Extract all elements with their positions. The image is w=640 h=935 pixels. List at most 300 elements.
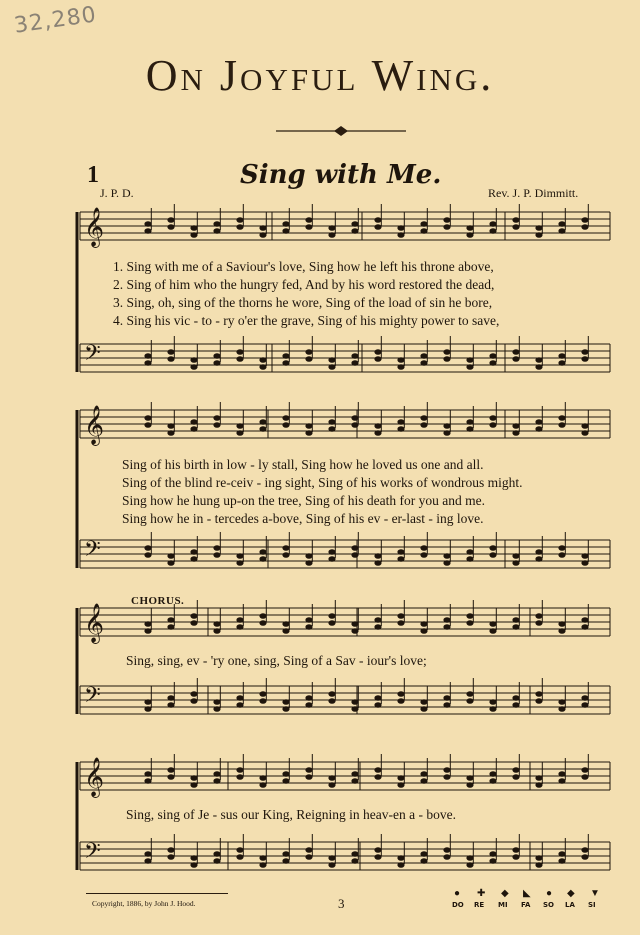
note-head xyxy=(259,225,266,231)
note-head xyxy=(397,620,404,626)
note-head xyxy=(535,357,542,363)
re-shape-icon: ✚ xyxy=(477,888,486,899)
footer-rule xyxy=(86,893,228,894)
note-head xyxy=(213,778,220,784)
note-head xyxy=(420,621,427,627)
note-head xyxy=(282,699,289,705)
note-head xyxy=(167,349,174,355)
note-head xyxy=(374,217,381,223)
note-head xyxy=(167,553,174,559)
note-head xyxy=(305,560,312,566)
note-head xyxy=(374,624,381,630)
note-head xyxy=(466,419,473,425)
note-head xyxy=(144,621,151,627)
note-head xyxy=(489,771,496,777)
note-head xyxy=(282,778,289,784)
note-head xyxy=(144,422,151,428)
note-head xyxy=(305,423,312,429)
note-head xyxy=(443,356,450,362)
note-head xyxy=(466,364,473,370)
solfege-do: DO xyxy=(452,901,464,909)
note-head xyxy=(489,628,496,634)
note-head xyxy=(305,217,312,223)
note-head xyxy=(236,624,243,630)
note-head xyxy=(305,224,312,230)
note-head xyxy=(305,349,312,355)
note-head xyxy=(535,549,542,555)
note-head xyxy=(144,699,151,705)
note-head xyxy=(535,556,542,562)
note-head xyxy=(190,419,197,425)
note-head xyxy=(512,553,519,559)
note-head xyxy=(443,349,450,355)
note-head xyxy=(489,221,496,227)
note-head xyxy=(213,699,220,705)
note-head xyxy=(305,553,312,559)
note-head xyxy=(466,232,473,238)
note-head xyxy=(535,225,542,231)
note-head xyxy=(236,430,243,436)
note-head xyxy=(397,613,404,619)
note-head xyxy=(535,364,542,370)
note-head xyxy=(374,854,381,860)
note-head xyxy=(328,775,335,781)
note-head xyxy=(305,695,312,701)
note-head xyxy=(466,782,473,788)
note-head xyxy=(282,771,289,777)
note-head xyxy=(512,560,519,566)
note-head xyxy=(144,353,151,359)
note-head xyxy=(466,225,473,231)
note-head xyxy=(558,422,565,428)
note-head xyxy=(259,855,266,861)
note-head xyxy=(351,628,358,634)
note-head xyxy=(259,775,266,781)
note-head xyxy=(581,702,588,708)
note-head xyxy=(489,621,496,627)
note-head xyxy=(535,426,542,432)
note-head xyxy=(190,775,197,781)
note-head xyxy=(512,224,519,230)
note-head xyxy=(581,217,588,223)
note-head xyxy=(489,706,496,712)
note-head xyxy=(397,698,404,704)
note-head xyxy=(420,699,427,705)
note-head xyxy=(351,545,358,551)
note-head xyxy=(305,847,312,853)
chorus-lyrics-1: Sing, sing, ev - 'ry one, sing, Sing of a Sav - iour's love; xyxy=(126,653,427,668)
note-head xyxy=(512,774,519,780)
note-head xyxy=(466,549,473,555)
note-head xyxy=(190,613,197,619)
note-head xyxy=(351,353,358,359)
note-head xyxy=(420,851,427,857)
verse-line: 2. Sing of him who the hungry fed, And by his word restored the dead, xyxy=(113,277,495,292)
chorus-label: CHORUS. xyxy=(131,595,185,607)
note-head xyxy=(397,232,404,238)
note-head xyxy=(374,349,381,355)
note-head xyxy=(213,628,220,634)
note-head xyxy=(236,695,243,701)
solfege-re: RE xyxy=(474,901,485,909)
note-head xyxy=(236,854,243,860)
note-head xyxy=(213,353,220,359)
pencil-annotation: 32,280 xyxy=(12,2,99,39)
note-head xyxy=(420,552,427,558)
note-head xyxy=(282,353,289,359)
copyright-notice: Copyright, 1886, by John J. Hood. xyxy=(92,899,196,908)
note-head xyxy=(328,357,335,363)
note-head xyxy=(167,847,174,853)
note-head xyxy=(236,847,243,853)
note-head xyxy=(167,224,174,230)
note-head xyxy=(489,360,496,366)
note-head xyxy=(259,419,266,425)
hymn-title: Sing with Me. xyxy=(240,160,442,190)
note-head xyxy=(420,545,427,551)
note-head xyxy=(213,851,220,857)
note-head xyxy=(443,774,450,780)
note-head xyxy=(397,364,404,370)
note-head xyxy=(190,232,197,238)
note-head xyxy=(351,858,358,864)
note-head xyxy=(443,702,450,708)
note-head xyxy=(397,775,404,781)
note-head xyxy=(443,430,450,436)
note-head xyxy=(190,862,197,868)
note-head xyxy=(328,862,335,868)
note-head xyxy=(512,423,519,429)
note-head xyxy=(489,545,496,551)
note-head xyxy=(259,613,266,619)
note-head xyxy=(213,545,220,551)
note-head xyxy=(328,549,335,555)
note-head xyxy=(374,617,381,623)
note-head xyxy=(259,698,266,704)
note-head xyxy=(328,698,335,704)
note-head xyxy=(397,426,404,432)
note-head xyxy=(259,862,266,868)
note-head xyxy=(535,620,542,626)
note-head xyxy=(282,706,289,712)
note-head xyxy=(351,228,358,234)
note-head xyxy=(489,851,496,857)
note-head xyxy=(466,613,473,619)
note-head xyxy=(397,691,404,697)
note-head xyxy=(167,356,174,362)
verse-line: Sing how he in - tercedes a-bove, Sing of his ev - er-last - ing love. xyxy=(122,511,484,526)
note-head xyxy=(282,545,289,551)
note-head xyxy=(397,419,404,425)
note-head xyxy=(374,847,381,853)
note-head xyxy=(351,552,358,558)
note-head xyxy=(213,228,220,234)
note-head xyxy=(581,854,588,860)
book-title: On Joyful Wing. xyxy=(145,51,495,100)
note-head xyxy=(351,621,358,627)
note-head xyxy=(351,221,358,227)
note-head xyxy=(282,628,289,634)
note-head xyxy=(420,228,427,234)
note-head xyxy=(397,782,404,788)
note-head xyxy=(236,553,243,559)
note-head xyxy=(581,560,588,566)
fa-shape-icon: ◣ xyxy=(523,888,531,899)
note-head xyxy=(167,774,174,780)
note-head xyxy=(213,621,220,627)
note-head xyxy=(512,767,519,773)
note-head xyxy=(535,862,542,868)
note-head xyxy=(167,430,174,436)
note-head xyxy=(581,356,588,362)
solfege-fa: FA xyxy=(521,901,531,909)
note-head xyxy=(466,775,473,781)
note-head xyxy=(213,415,220,421)
note-head xyxy=(328,691,335,697)
mi-shape-icon: ◆ xyxy=(501,888,509,899)
note-head xyxy=(489,228,496,234)
note-head xyxy=(236,702,243,708)
note-head xyxy=(489,699,496,705)
note-head xyxy=(144,628,151,634)
note-head xyxy=(305,774,312,780)
note-head xyxy=(397,357,404,363)
verse-line: Sing of his birth in low - ly stall, Sing how he loved us one and all. xyxy=(122,457,484,472)
note-head xyxy=(489,353,496,359)
note-head xyxy=(282,360,289,366)
note-head xyxy=(535,782,542,788)
note-head xyxy=(535,232,542,238)
note-head xyxy=(581,847,588,853)
note-head xyxy=(535,698,542,704)
note-head xyxy=(305,430,312,436)
note-head xyxy=(305,617,312,623)
note-head xyxy=(259,357,266,363)
note-head xyxy=(236,217,243,223)
note-head xyxy=(190,691,197,697)
note-head xyxy=(466,862,473,868)
note-head xyxy=(305,702,312,708)
note-head xyxy=(374,774,381,780)
verse-block-1 xyxy=(113,258,499,330)
note-head xyxy=(213,221,220,227)
si-shape-icon: ▼ xyxy=(590,888,600,899)
note-head xyxy=(558,353,565,359)
note-head xyxy=(351,422,358,428)
chorus-lyrics-2: Sing, sing of Je - sus our King, Reigning in heav-en a - bove. xyxy=(126,807,456,822)
note-head xyxy=(351,851,358,857)
note-head xyxy=(397,549,404,555)
note-head xyxy=(558,771,565,777)
note-head xyxy=(512,624,519,630)
note-head xyxy=(374,430,381,436)
note-head xyxy=(167,617,174,623)
note-head xyxy=(236,356,243,362)
note-head xyxy=(328,782,335,788)
note-head xyxy=(167,217,174,223)
solfege-so: SO xyxy=(543,901,554,909)
note-head xyxy=(443,553,450,559)
note-head xyxy=(443,617,450,623)
note-head xyxy=(374,560,381,566)
note-head xyxy=(581,423,588,429)
note-head xyxy=(328,232,335,238)
verse-line: Sing how he hung up-on the tree, Sing of his death for you and me. xyxy=(122,493,485,508)
note-head xyxy=(443,423,450,429)
note-head xyxy=(236,423,243,429)
note-head xyxy=(282,552,289,558)
verse-line: Sing of the blind re-ceiv - ing sight, Sing of his works of wondrous might. xyxy=(122,475,523,490)
treble-clef-icon: 𝄞 xyxy=(84,207,105,247)
verse-line: 1. Sing with me of a Saviour's love, Sing how he left his throne above, xyxy=(113,259,494,274)
note-head xyxy=(420,858,427,864)
note-head xyxy=(420,706,427,712)
note-head xyxy=(144,228,151,234)
note-head xyxy=(535,855,542,861)
bass-clef-icon: 𝄢 xyxy=(84,683,101,713)
note-head xyxy=(443,624,450,630)
note-head xyxy=(535,613,542,619)
note-head xyxy=(190,364,197,370)
note-head xyxy=(351,706,358,712)
note-head xyxy=(282,858,289,864)
note-head xyxy=(535,419,542,425)
note-head xyxy=(489,415,496,421)
note-head xyxy=(213,858,220,864)
note-head xyxy=(512,617,519,623)
note-head xyxy=(581,553,588,559)
note-head xyxy=(512,356,519,362)
note-head xyxy=(420,628,427,634)
note-head xyxy=(305,854,312,860)
note-head xyxy=(374,767,381,773)
note-head xyxy=(236,349,243,355)
note-head xyxy=(558,778,565,784)
note-head xyxy=(213,771,220,777)
note-head xyxy=(144,771,151,777)
note-head xyxy=(259,549,266,555)
note-head xyxy=(213,706,220,712)
note-head xyxy=(213,422,220,428)
hymn-number: 1 xyxy=(87,162,99,188)
note-head xyxy=(512,430,519,436)
note-head xyxy=(397,225,404,231)
note-head xyxy=(581,774,588,780)
note-head xyxy=(374,423,381,429)
note-head xyxy=(535,691,542,697)
note-head xyxy=(282,851,289,857)
note-head xyxy=(558,628,565,634)
note-head xyxy=(328,613,335,619)
note-head xyxy=(558,858,565,864)
note-head xyxy=(466,855,473,861)
note-head xyxy=(167,702,174,708)
note-head xyxy=(351,778,358,784)
note-head xyxy=(351,699,358,705)
bass-clef-icon: 𝄢 xyxy=(84,839,101,869)
note-head xyxy=(351,415,358,421)
note-head xyxy=(328,855,335,861)
note-head xyxy=(489,422,496,428)
note-head xyxy=(558,699,565,705)
note-head xyxy=(190,357,197,363)
note-head xyxy=(328,556,335,562)
note-head xyxy=(259,620,266,626)
page-number: 3 xyxy=(338,896,345,911)
note-head xyxy=(420,415,427,421)
note-head xyxy=(305,356,312,362)
note-head xyxy=(374,702,381,708)
note-head xyxy=(236,767,243,773)
note-head xyxy=(374,553,381,559)
note-head xyxy=(489,778,496,784)
note-head xyxy=(489,552,496,558)
note-head xyxy=(512,702,519,708)
note-head xyxy=(213,360,220,366)
note-head xyxy=(420,221,427,227)
note-head xyxy=(282,422,289,428)
note-head xyxy=(328,426,335,432)
note-head xyxy=(167,624,174,630)
bass-clef-icon: 𝄢 xyxy=(84,537,101,567)
note-head xyxy=(236,224,243,230)
note-head xyxy=(190,620,197,626)
verse-line: 4. Sing his vic - to - ry o'er the grave, Sing of his mighty power to save, xyxy=(113,313,500,328)
note-head xyxy=(558,545,565,551)
do-shape-icon: ● xyxy=(454,888,461,899)
note-head xyxy=(144,851,151,857)
note-head xyxy=(351,771,358,777)
bass-clef-icon: 𝄢 xyxy=(84,341,101,371)
note-head xyxy=(558,706,565,712)
note-head xyxy=(466,556,473,562)
author-credit: Rev. J. P. Dimmitt. xyxy=(488,186,579,200)
note-head xyxy=(190,549,197,555)
note-head xyxy=(236,774,243,780)
note-head xyxy=(190,698,197,704)
note-head xyxy=(443,767,450,773)
note-head xyxy=(259,782,266,788)
note-head xyxy=(558,552,565,558)
note-head xyxy=(512,854,519,860)
note-head xyxy=(282,228,289,234)
note-head xyxy=(443,854,450,860)
note-head xyxy=(144,360,151,366)
note-head xyxy=(328,620,335,626)
note-head xyxy=(443,847,450,853)
note-head xyxy=(282,221,289,227)
verse-line: 3. Sing, oh, sing of the thorns he wore, Sing of the load of sin he bore, xyxy=(113,295,493,310)
note-head xyxy=(558,851,565,857)
note-head xyxy=(144,778,151,784)
solfege-mi: MI xyxy=(498,901,508,909)
note-head xyxy=(374,356,381,362)
note-head xyxy=(305,624,312,630)
note-head xyxy=(581,617,588,623)
note-head xyxy=(374,695,381,701)
note-head xyxy=(581,767,588,773)
note-head xyxy=(466,620,473,626)
treble-clef-icon: 𝄞 xyxy=(84,405,105,445)
note-head xyxy=(420,360,427,366)
note-head xyxy=(328,225,335,231)
note-head xyxy=(512,349,519,355)
note-head xyxy=(167,767,174,773)
note-head xyxy=(558,228,565,234)
note-head xyxy=(328,364,335,370)
note-head xyxy=(420,778,427,784)
note-head xyxy=(443,560,450,566)
